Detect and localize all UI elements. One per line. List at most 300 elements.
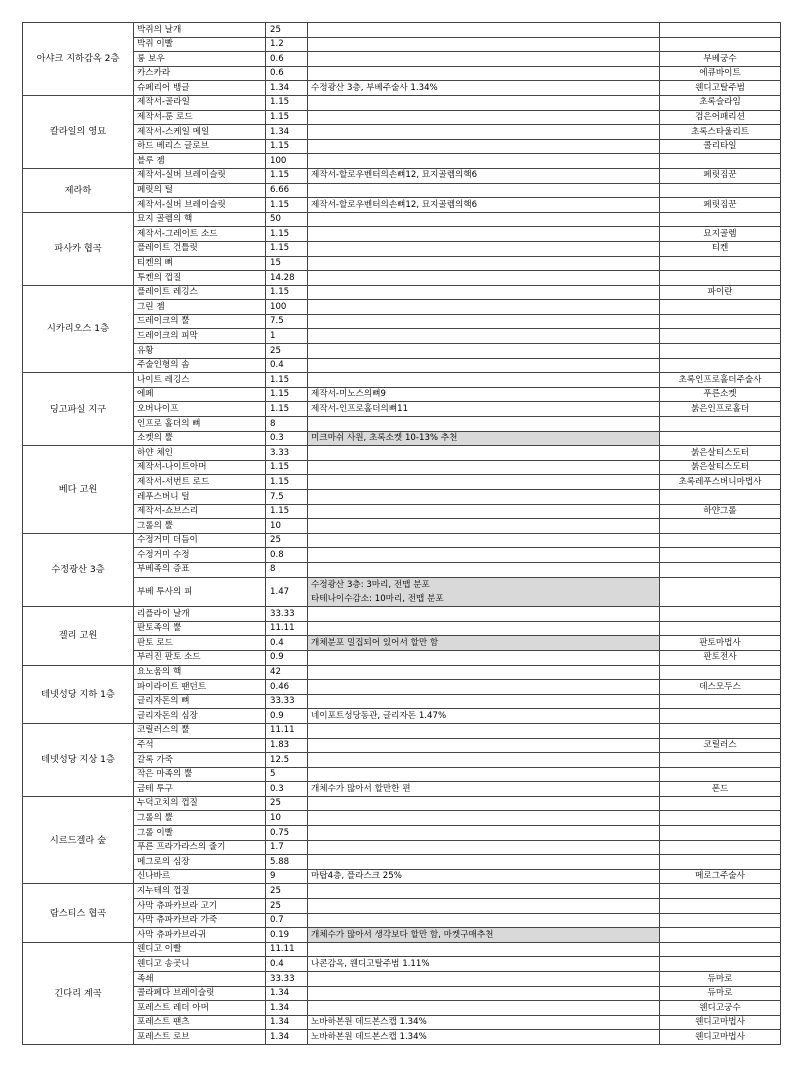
monster-name <box>660 37 781 52</box>
drop-note <box>308 66 660 81</box>
item-name: 갈록 가죽 <box>134 753 266 768</box>
drop-note <box>308 490 660 505</box>
monster-name: 콜리타일 <box>660 139 781 154</box>
item-name: 부베 투사의 피 <box>134 577 266 607</box>
monster-name <box>660 884 781 899</box>
monster-name: 판토전사 <box>660 650 781 665</box>
item-name: 오버나이프 <box>134 402 266 417</box>
drop-note-line: 수정광산 3층: 3마리, 전맵 분포 <box>311 579 430 590</box>
drop-rate: 6.66 <box>266 183 308 198</box>
table-row <box>23 767 781 782</box>
item-name: 판토 로드 <box>134 636 266 651</box>
item-name: 글리자돈의 심장 <box>134 709 266 724</box>
monster-name <box>660 753 781 768</box>
drop-rate: 1 <box>266 329 308 344</box>
monster-name <box>660 665 781 680</box>
monster-name <box>660 577 781 607</box>
table-row <box>23 709 781 724</box>
table-row <box>23 52 781 67</box>
item-name: 플레이트 건틀릿 <box>134 241 266 256</box>
monster-name: 붉은인프로홀더 <box>660 402 781 417</box>
item-name: 판토족의 뿔 <box>134 621 266 636</box>
item-name: 인프로 홀더의 뼈 <box>134 417 266 432</box>
drop-note <box>308 913 660 928</box>
monster-name <box>660 928 781 943</box>
drop-rate: 0.3 <box>266 782 308 797</box>
item-name: 그롤의 뿔 <box>134 519 266 534</box>
table-row <box>23 723 781 738</box>
drop-note <box>308 694 660 709</box>
table-row <box>23 855 781 870</box>
drop-rate: 11.11 <box>266 723 308 738</box>
drop-note <box>308 767 660 782</box>
table-row <box>23 840 781 855</box>
monster-name: 검은어패리션 <box>660 110 781 125</box>
monster-name <box>660 314 781 329</box>
item-name: 요노움의 핵 <box>134 665 266 680</box>
table-row <box>23 285 781 300</box>
drop-rate: 0.9 <box>266 650 308 665</box>
monster-name: 메로그주술사 <box>660 869 781 884</box>
table-row <box>23 1030 781 1045</box>
item-name: 소켓의 뿔 <box>134 431 266 446</box>
table-row <box>23 884 781 899</box>
monster-name <box>660 957 781 972</box>
drop-note <box>308 504 660 519</box>
drop-note <box>308 562 660 577</box>
item-name: 제작서-골라일 <box>134 95 266 110</box>
item-name: 사막 츄파카브라 고기 <box>134 899 266 914</box>
drop-rate: 11.11 <box>266 621 308 636</box>
monster-name: 듀마로 <box>660 986 781 1001</box>
item-name: 족쇄 <box>134 972 266 987</box>
item-name: 콜라페다 브레이슬릿 <box>134 986 266 1001</box>
item-name: 플레이트 레깅스 <box>134 285 266 300</box>
drop-rate: 25 <box>266 533 308 548</box>
monster-name <box>660 344 781 359</box>
drop-note <box>308 840 660 855</box>
zone-name: 제라하 <box>23 168 134 212</box>
item-name: 레푸스버니 털 <box>134 490 266 505</box>
item-name: 투켄의 껍질 <box>134 271 266 286</box>
item-name: 제작서-쇼브스리 <box>134 504 266 519</box>
drop-rate: 0.6 <box>266 52 308 67</box>
drop-rate: 0.8 <box>266 548 308 563</box>
item-name: 에페 <box>134 387 266 402</box>
item-name: 신나바르 <box>134 869 266 884</box>
table-row <box>23 694 781 709</box>
drop-rate: 12.5 <box>266 753 308 768</box>
table-row <box>23 650 781 665</box>
item-name: 제작서-서번트 로드 <box>134 475 266 490</box>
drop-note: 네이포트성당동관, 글리자돈 1.47% <box>308 709 660 724</box>
drop-rate: 50 <box>266 212 308 227</box>
monster-name <box>660 723 781 738</box>
drop-note <box>308 329 660 344</box>
zone-name: 테넷성당 지상 1층 <box>23 723 134 796</box>
drop-rate: 0.4 <box>266 957 308 972</box>
monster-name <box>660 533 781 548</box>
zone-name: 긴다리 계곡 <box>23 942 134 1044</box>
item-name: 지누테의 껍질 <box>134 884 266 899</box>
drop-rate: 1.47 <box>266 577 308 607</box>
drop-rate: 1.15 <box>266 402 308 417</box>
zone-name: 시카리오스 1층 <box>23 285 134 373</box>
table-row <box>23 431 781 446</box>
item-name: 박쥐 이빨 <box>134 37 266 52</box>
table-row <box>23 562 781 577</box>
table-row <box>23 621 781 636</box>
monster-name <box>660 913 781 928</box>
table-row <box>23 913 781 928</box>
monster-name <box>660 300 781 315</box>
item-name: 박쥐의 날개 <box>134 23 266 38</box>
drop-rate: 10 <box>266 811 308 826</box>
table-row <box>23 504 781 519</box>
drop-rate: 1.7 <box>266 840 308 855</box>
drop-note <box>308 183 660 198</box>
table-row <box>23 869 781 884</box>
monster-name <box>660 840 781 855</box>
drop-note <box>308 942 660 957</box>
monster-name: 페릿짐꾼 <box>660 168 781 183</box>
monster-name: 초록인프로홀더주술사 <box>660 373 781 388</box>
table-row <box>23 986 781 1001</box>
drop-note: 마탑4층, 플라스크 25% <box>308 869 660 884</box>
table-row <box>23 665 781 680</box>
table-row <box>23 387 781 402</box>
item-name: 제작서-나이트아머 <box>134 460 266 475</box>
zone-name: 람스티스 협곡 <box>23 884 134 942</box>
drop-note <box>308 855 660 870</box>
drop-note <box>308 753 660 768</box>
item-name: 블루 젬 <box>134 154 266 169</box>
zone-name: 겔리 고원 <box>23 607 134 665</box>
monster-name: 붉은살티스도터 <box>660 446 781 461</box>
zone-name: 파사카 협곡 <box>23 212 134 285</box>
item-name: 푸른 프라가라스의 줄기 <box>134 840 266 855</box>
drop-rate: 100 <box>266 154 308 169</box>
drop-note <box>308 650 660 665</box>
item-name: 하얀 체인 <box>134 446 266 461</box>
table-row <box>23 460 781 475</box>
monster-name <box>660 431 781 446</box>
item-name: 제작서-실버 브레이슬릿 <box>134 168 266 183</box>
item-name: 리플라이 날개 <box>134 607 266 622</box>
table-row <box>23 37 781 52</box>
table-row <box>23 271 781 286</box>
monster-name: 초록레푸스버니마법사 <box>660 475 781 490</box>
table-row <box>23 23 781 38</box>
drop-rate: 1.15 <box>266 475 308 490</box>
item-name: 나이트 레깅스 <box>134 373 266 388</box>
drop-note <box>308 37 660 52</box>
item-name: 글리자돈의 뼈 <box>134 694 266 709</box>
drop-note: 제작서-인프로홀더의뼈11 <box>308 402 660 417</box>
drop-rate: 100 <box>266 300 308 315</box>
drop-rate: 1.15 <box>266 227 308 242</box>
drop-rate: 1.83 <box>266 738 308 753</box>
drop-note: 제작서-할로우벤터의손뼈12, 묘지골렘의핵6 <box>308 198 660 213</box>
monster-name <box>660 271 781 286</box>
drop-note <box>308 665 660 680</box>
drop-rate: 1.15 <box>266 95 308 110</box>
table-row <box>23 607 781 622</box>
table-row <box>23 95 781 110</box>
table-row <box>23 358 781 373</box>
table-row <box>23 738 781 753</box>
monster-name: 티켄 <box>660 241 781 256</box>
table-row <box>23 329 781 344</box>
item-name: 웬디고 송곳니 <box>134 957 266 972</box>
drop-rate: 1.15 <box>266 110 308 125</box>
drop-note <box>308 256 660 271</box>
table-row <box>23 66 781 81</box>
monster-name: 붉은살티스도터 <box>660 460 781 475</box>
monster-name: 파이란 <box>660 285 781 300</box>
item-name: 누덕고치의 껍질 <box>134 796 266 811</box>
monster-name <box>660 811 781 826</box>
drop-rate: 1.34 <box>266 125 308 140</box>
table-row <box>23 899 781 914</box>
monster-name <box>660 548 781 563</box>
item-name: 슈페리어 뱅글 <box>134 81 266 96</box>
table-row <box>23 241 781 256</box>
drop-rate: 8 <box>266 417 308 432</box>
table-row <box>23 753 781 768</box>
table-row <box>23 125 781 140</box>
monster-name <box>660 154 781 169</box>
drop-rate: 1.15 <box>266 241 308 256</box>
drop-note: 개체수가 많아서 생각보다 할만 함, 마켓구매추천 <box>308 928 660 943</box>
drop-rate: 1.34 <box>266 1001 308 1016</box>
drop-note <box>308 23 660 38</box>
zone-name: 베다 고원 <box>23 446 134 534</box>
item-name: 포레스트 로브 <box>134 1030 266 1045</box>
monster-name: 묘지골렘 <box>660 227 781 242</box>
table-row <box>23 928 781 943</box>
item-name: 사막 츄파카브라 가죽 <box>134 913 266 928</box>
drop-rate: 5 <box>266 767 308 782</box>
table-row <box>23 81 781 96</box>
item-name: 티켄의 뼈 <box>134 256 266 271</box>
table-row <box>23 519 781 534</box>
monster-name <box>660 796 781 811</box>
item-name: 룽 보우 <box>134 52 266 67</box>
table-row <box>23 314 781 329</box>
table-row <box>23 475 781 490</box>
drop-note: 나콘감옥, 웬디고탈주범 1.11% <box>308 957 660 972</box>
drop-rate: 0.3 <box>266 431 308 446</box>
item-name: 코릴러스의 뿔 <box>134 723 266 738</box>
table-row <box>23 577 781 607</box>
table-row <box>23 1001 781 1016</box>
drop-rate: 1.15 <box>266 387 308 402</box>
drop-note: 수정광산 3층, 부베주술사 1.34% <box>308 81 660 96</box>
monster-name: 듀마로 <box>660 972 781 987</box>
monster-name: 초록슬라임 <box>660 95 781 110</box>
drop-rate: 8 <box>266 562 308 577</box>
drop-rate: 1.15 <box>266 168 308 183</box>
drop-note <box>308 358 660 373</box>
drop-note <box>308 1001 660 1016</box>
table-row <box>23 227 781 242</box>
monster-name <box>660 358 781 373</box>
table-row <box>23 373 781 388</box>
drop-rate: 3.33 <box>266 446 308 461</box>
drop-note <box>308 110 660 125</box>
table-row <box>23 972 781 987</box>
table-row <box>23 680 781 695</box>
table-row <box>23 110 781 125</box>
zone-name: 칼라일의 영묘 <box>23 95 134 168</box>
drop-note <box>308 884 660 899</box>
monster-name <box>660 256 781 271</box>
monster-name: 부베궁수 <box>660 52 781 67</box>
drop-rate: 33.33 <box>266 694 308 709</box>
table-row <box>23 490 781 505</box>
item-name: 유황 <box>134 344 266 359</box>
drop-note <box>308 300 660 315</box>
item-name: 금테 투구 <box>134 782 266 797</box>
table-row <box>23 811 781 826</box>
table-row <box>23 446 781 461</box>
drop-note <box>308 95 660 110</box>
monster-name: 웬디고마법사 <box>660 1030 781 1045</box>
drop-note: 개체수가 많아서 할만한 편 <box>308 782 660 797</box>
monster-name <box>660 562 781 577</box>
drop-rate: 10 <box>266 519 308 534</box>
table-row <box>23 183 781 198</box>
table-row <box>23 796 781 811</box>
drop-note: 제작서-할로우벤터의손뼈12, 묘지골렘의핵6 <box>308 168 660 183</box>
item-name: 포레스트 팬츠 <box>134 1015 266 1030</box>
item-name: 드레이크의 피막 <box>134 329 266 344</box>
drop-note <box>308 373 660 388</box>
drop-rate: 1.15 <box>266 285 308 300</box>
table-row <box>23 198 781 213</box>
zone-name: 테넷성당 지하 1층 <box>23 665 134 723</box>
monster-name <box>660 417 781 432</box>
drop-note: 노바하본원 데드본스캡 1.34% <box>308 1030 660 1045</box>
monster-name <box>660 183 781 198</box>
table-row <box>23 402 781 417</box>
item-name: 부베족의 증표 <box>134 562 266 577</box>
monster-name: 초록스타울리트 <box>660 125 781 140</box>
drop-note <box>308 972 660 987</box>
drop-rate: 7.5 <box>266 314 308 329</box>
table-row <box>23 548 781 563</box>
drop-note <box>308 738 660 753</box>
drop-note <box>308 577 660 607</box>
item-name: 제작서-그레이트 소드 <box>134 227 266 242</box>
monster-name <box>660 694 781 709</box>
drop-note <box>308 125 660 140</box>
zone-name: 딩고파실 지구 <box>23 373 134 446</box>
item-name: 주술인형의 솜 <box>134 358 266 373</box>
drop-rate: 0.46 <box>266 680 308 695</box>
drop-note <box>308 826 660 841</box>
drop-note <box>308 460 660 475</box>
drop-note <box>308 241 660 256</box>
drop-rate: 25 <box>266 344 308 359</box>
table-row <box>23 300 781 315</box>
item-name: 포레스트 레더 아머 <box>134 1001 266 1016</box>
zone-name: 수정광산 3층 <box>23 533 134 606</box>
drop-note <box>308 139 660 154</box>
monster-name: 웬디고궁수 <box>660 1001 781 1016</box>
item-name: 작은 마족의 뿔 <box>134 767 266 782</box>
drop-note: 노바하본원 데드본스캡 1.34% <box>308 1015 660 1030</box>
drop-note <box>308 446 660 461</box>
item-name: 그롤의 뿔 <box>134 811 266 826</box>
drop-note <box>308 986 660 1001</box>
drop-note <box>308 723 660 738</box>
monster-name <box>660 855 781 870</box>
drop-rate: 14.28 <box>266 271 308 286</box>
monster-name <box>660 826 781 841</box>
monster-name <box>660 490 781 505</box>
item-name: 제작서-룬 로드 <box>134 110 266 125</box>
monster-name: 에큐바이트 <box>660 66 781 81</box>
drop-note <box>308 519 660 534</box>
item-name: 묘지 골렘의 핵 <box>134 212 266 227</box>
drop-rate: 5.88 <box>266 855 308 870</box>
drop-rate: 15 <box>266 256 308 271</box>
drop-rate: 25 <box>266 899 308 914</box>
item-name: 주석 <box>134 738 266 753</box>
item-name: 수정거미 더듬이 <box>134 533 266 548</box>
drop-note <box>308 607 660 622</box>
drop-note <box>308 52 660 67</box>
table-row <box>23 533 781 548</box>
drop-rate: 1.34 <box>266 1015 308 1030</box>
item-name: 하드 베리스 글로브 <box>134 139 266 154</box>
zone-name: 시르드겔라 숲 <box>23 796 134 884</box>
drop-rate: 0.19 <box>266 928 308 943</box>
drop-rate: 0.7 <box>266 913 308 928</box>
item-name: 파이라이트 팬던트 <box>134 680 266 695</box>
drop-rate: 1.34 <box>266 1030 308 1045</box>
monster-name <box>660 942 781 957</box>
monster-name: 데스모두스 <box>660 680 781 695</box>
drop-rate: 42 <box>266 665 308 680</box>
drop-note <box>308 680 660 695</box>
drop-note <box>308 899 660 914</box>
item-name: 그린 젬 <box>134 300 266 315</box>
item-name: 사막 츄파카브라귀 <box>134 928 266 943</box>
monster-name: 웬디고탈주범 <box>660 81 781 96</box>
drop-rate: 9 <box>266 869 308 884</box>
drop-note <box>308 344 660 359</box>
drop-rate: 1.15 <box>266 504 308 519</box>
drop-note-line: 타테나이수감소: 10마리, 전맵 분포 <box>311 593 444 604</box>
table-row <box>23 256 781 271</box>
monster-name: 웬디고마법사 <box>660 1015 781 1030</box>
zone-name: 아샤크 지하감옥 2층 <box>23 23 134 96</box>
drop-rate: 0.75 <box>266 826 308 841</box>
drop-rate: 25 <box>266 884 308 899</box>
table-row <box>23 212 781 227</box>
monster-name: 코릴러스 <box>660 738 781 753</box>
drop-rate: 0.6 <box>266 66 308 81</box>
drop-rate-table <box>22 22 781 1045</box>
item-name: 드레이크의 뿔 <box>134 314 266 329</box>
drop-rate: 25 <box>266 796 308 811</box>
drop-note <box>308 533 660 548</box>
table-row <box>23 168 781 183</box>
item-name: 수정거미 수정 <box>134 548 266 563</box>
